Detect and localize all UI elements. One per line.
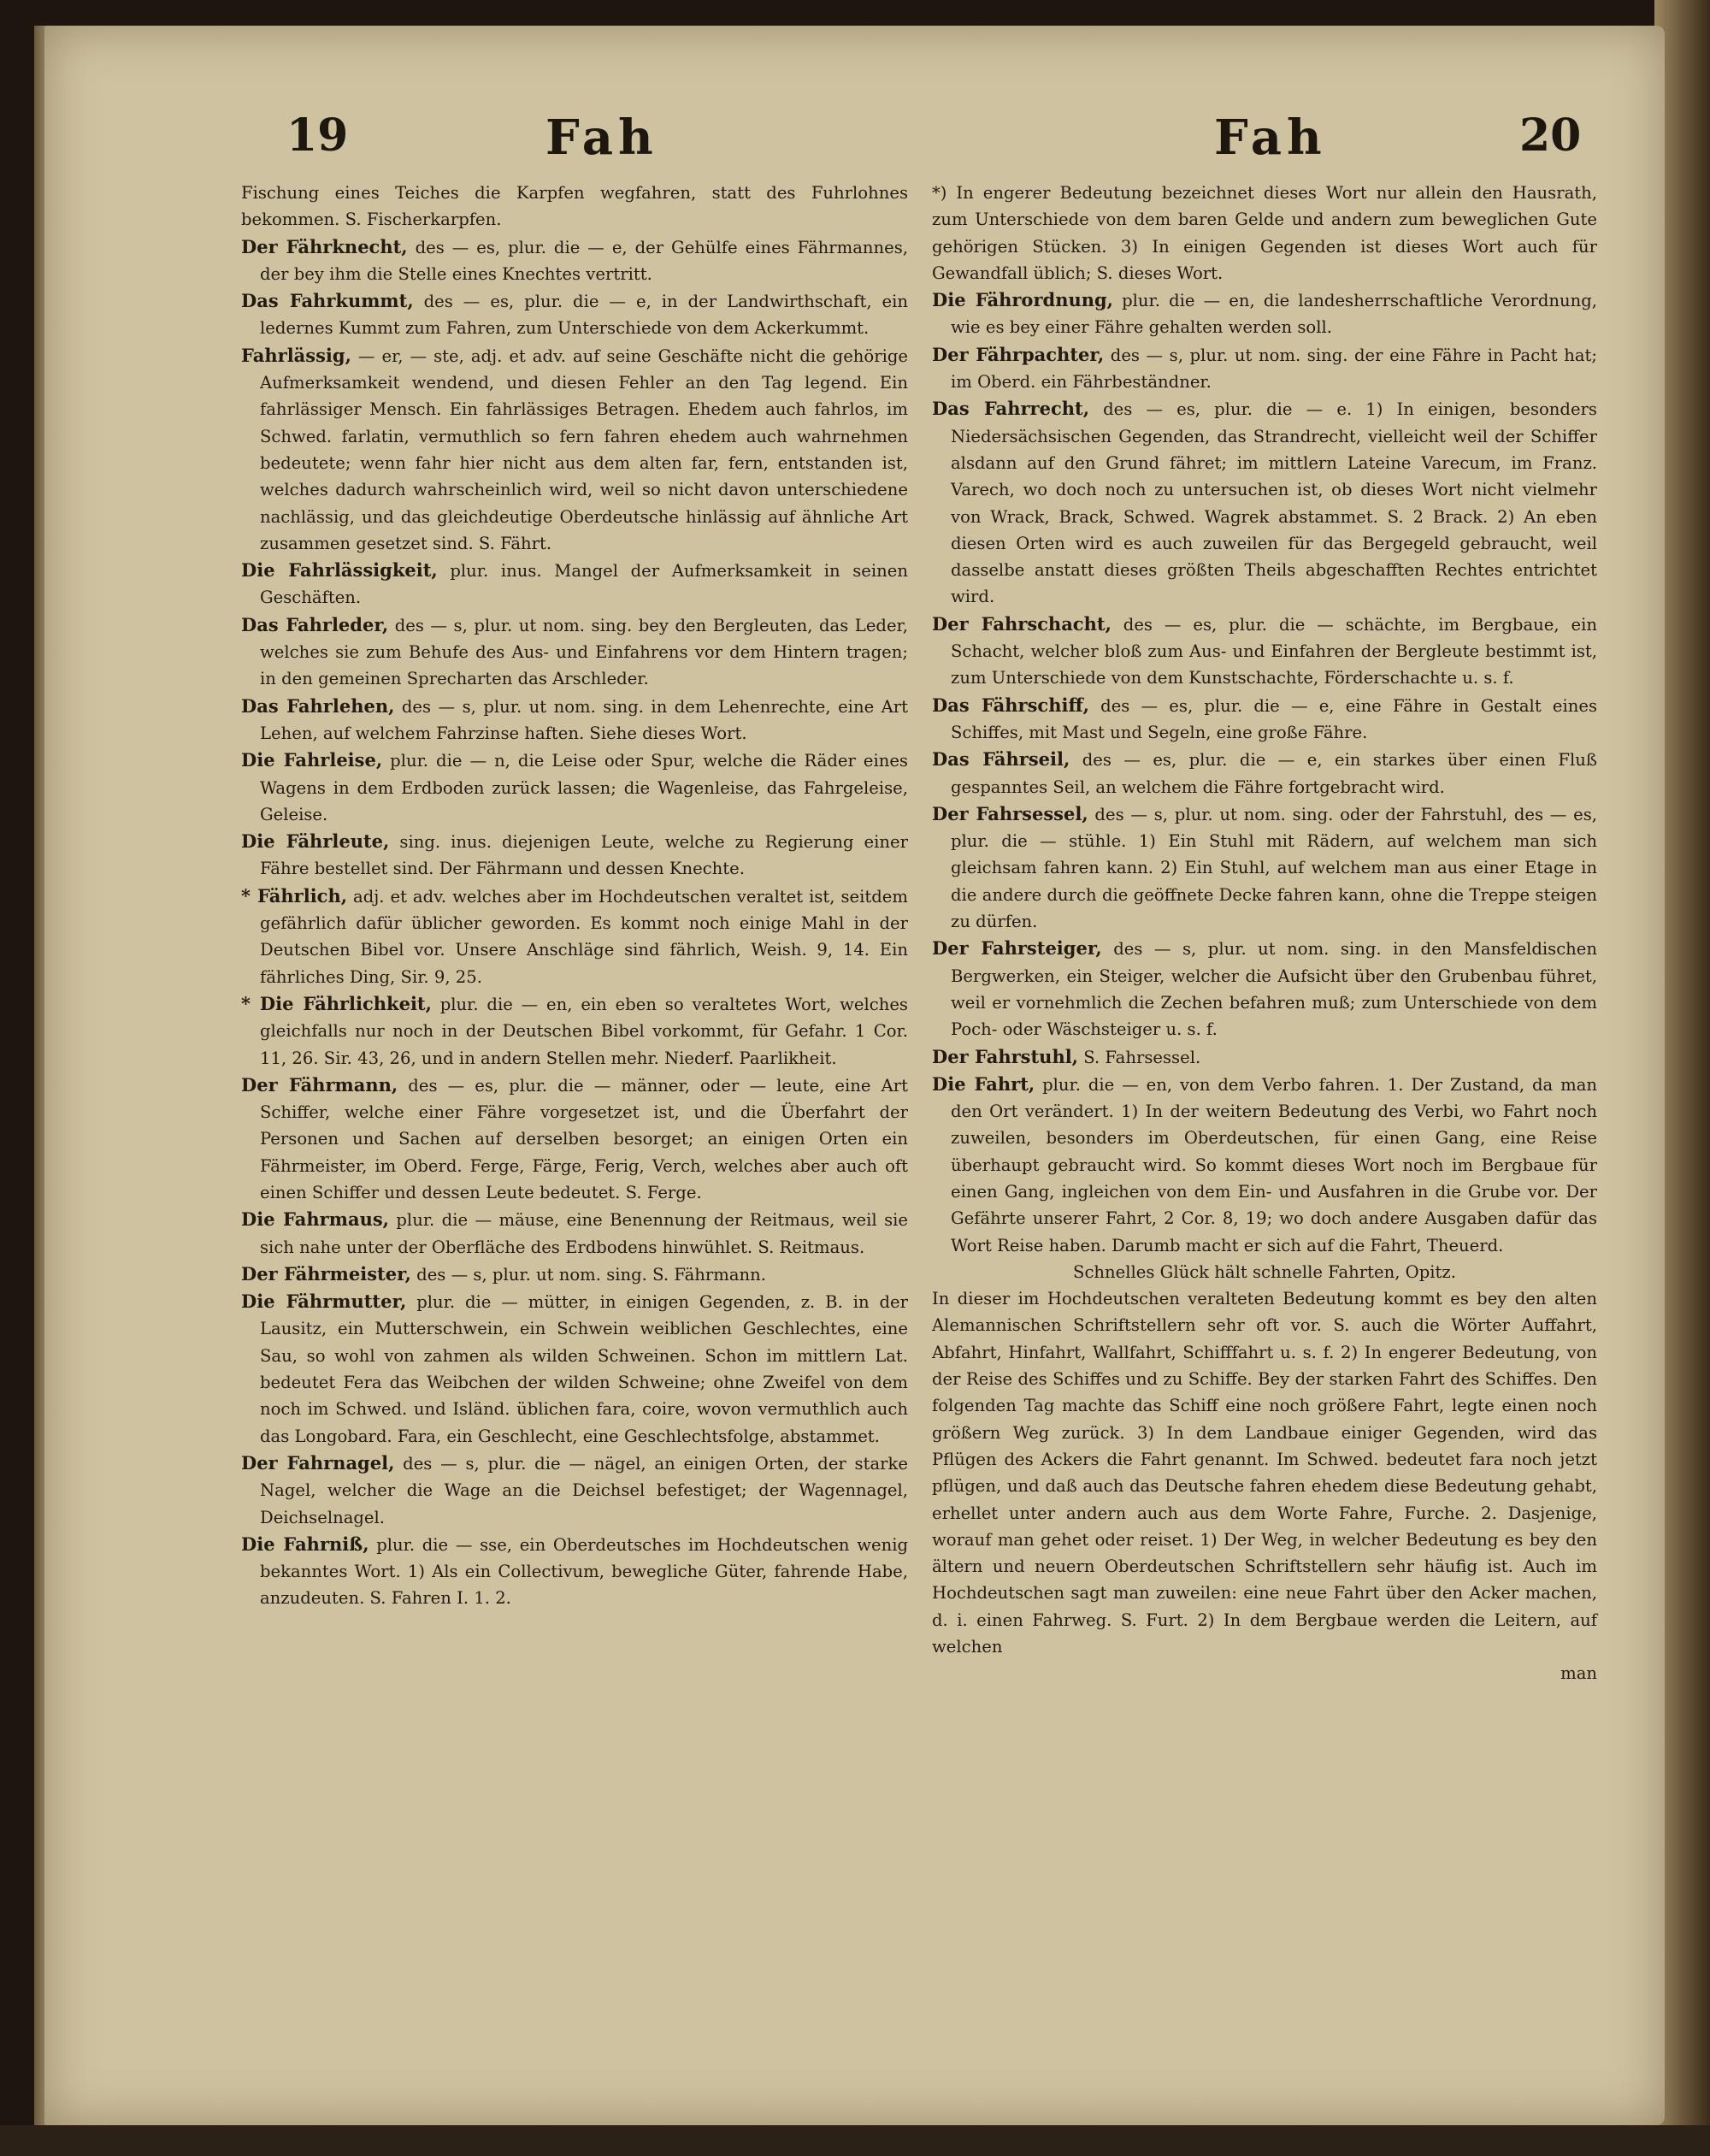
entry-headword: Die Fährmutter, bbox=[241, 1291, 407, 1313]
dictionary-entry bbox=[241, 883, 908, 990]
entry-headword: Die Fahrmaus, bbox=[241, 1208, 389, 1231]
entry-text: des — s, plur. ut nom. sing. S. Fährmann. bbox=[410, 1264, 766, 1285]
entry-text: plur. die — en, von dem Verbo fahren. 1. Der Zustand, da man den Ort verändert. 1) In der weitern Bedeutung des Verbi, wo Fahrt noch zuweilen, besonders im Oberdeutschen, für einen Gang, eine Reise überhaupt gebraucht wird. So kommt dieses Wort noch im Bergbaue für einen Gang, ingleichen von dem Ein- und Ausfahren in die Grube vor. Der Gefährte unserer Fahrt, 2 Cor. 8, 19; wo doch andere Ausgaben dafür das Wort Reise haben. Darumb macht er sich auf die Fahrt, Theuerd. bbox=[951, 1074, 1597, 1255]
entry-text: des — es, plur. die — männer, oder — leute, eine Art Schiffer, welche einer Fähre vorgesetzet ist, und die Überfahrt der Personen und Sachen auf derselben besorget; an einigen Orten ein Fährmeister, im Oberd. Ferge, Färge, Ferig, Verch, welches aber auch oft einen Schiffer und dessen Leute bedeutet. S. Ferge. bbox=[260, 1075, 908, 1202]
dictionary-entry bbox=[241, 180, 908, 233]
entry-headword: * Die Fährlichkeit, bbox=[241, 992, 432, 1014]
entry-text: des — es, plur. die — e, in der Landwirthschaft, ein ledernes Kummt zum Fahren, zum Unterschiede von dem Ackerkummt. bbox=[260, 292, 908, 339]
dictionary-entry bbox=[241, 990, 908, 1072]
entry-text: S. Fahrsessel. bbox=[1078, 1047, 1201, 1067]
entry-headword: Das Fahrrecht, bbox=[932, 398, 1090, 420]
entry-headword: Die Fahrniß, bbox=[241, 1533, 369, 1555]
entry-headword: Der Fährknecht, bbox=[241, 235, 408, 257]
dictionary-entry bbox=[241, 693, 908, 747]
dictionary-entry bbox=[932, 800, 1597, 935]
entry-headword: Die Fährordnung, bbox=[932, 289, 1113, 311]
entry-headword: Das Fahrlehen, bbox=[241, 694, 395, 717]
entry-headword: Die Fahrleise, bbox=[241, 749, 383, 771]
entry-headword: Das Fahrkummt, bbox=[241, 290, 414, 312]
entry-text: des — es, plur. die — e, der Gehülfe eines Fährmannes, der bey ihm die Stelle eines Knechtes vertritt. bbox=[260, 237, 908, 284]
dictionary-entry bbox=[932, 935, 1597, 1043]
entry-headword: Der Fährpachter, bbox=[932, 343, 1105, 365]
entry-text: des — es, plur. die — e, ein starkes über einen Fluß gespanntes Seil, an welchem die Fähre fortgebracht wird. bbox=[951, 750, 1598, 797]
entry-text: des — s, plur. ut nom. sing. bey den Bergleuten, das Leder, welches sie zum Behufe des Aus- und Einfahrens vor dem Hintern tragen; in den gemeinen Sprecharten das Arschleder. bbox=[260, 615, 908, 689]
entry-text: des — es, plur. die — e. 1) In einigen, besonders Niedersächsischen Gegenden, das Strandrecht, vielleicht weil der Schiffer alsdann auf den Grund fähret; im mittlern Lateine Varecum, im Franz. Varech, wo doch noch zu untersuchen ist, ob dieses Wort nicht vielmehr von Wrack, Brack, Schwed. Wagrek abstammet. S. 2 Brack. 2) An eben diesen Orten wird es auch zuweilen für das Bergegeld gebraucht, weil dasselbe anstatt dieses größten Theils abgeschafften Rechtes entrichtet wird. bbox=[951, 399, 1597, 607]
dictionary-entry bbox=[932, 611, 1597, 692]
entry-headword: Das Fahrleder, bbox=[241, 613, 389, 635]
right-column bbox=[932, 180, 1597, 1687]
dictionary-entry bbox=[932, 341, 1597, 396]
dictionary-entry bbox=[241, 1261, 908, 1288]
dictionary-entry bbox=[241, 1072, 908, 1206]
dictionary-entry bbox=[932, 395, 1597, 610]
entry-headword: Das Fährschiff, bbox=[932, 694, 1089, 716]
dictionary-entry bbox=[241, 342, 908, 557]
dictionary-entry bbox=[241, 1206, 908, 1261]
entry-headword: Das Fährseil, bbox=[932, 748, 1070, 771]
entry-text: des — es, plur. die — e, eine Fähre in Gestalt eines Schiffes, mit Mast und Segeln, eine große Fähre. bbox=[951, 695, 1597, 742]
entry-text: des — s, plur. ut nom. sing. oder der Fahrstuhl, des — es, plur. die — stühle. 1) Ein Stuhl mit Rädern, auf welchem man sich gleichsam fahren kann. 2) Ein Stuhl, auf welchem man aus einer Etage in die andere durch die geöffnete Decke fahren kann, ohne die Treppe steigen zu dürfen. bbox=[951, 804, 1598, 932]
entry-text: plur. die — mütter, in einigen Gegenden, z. B. in der Lausitz, ein Mutterschwein, ein Schwein weiblichen Geschlechtes, eine Sau, so wohl von zahmen als wilden Schweinen. Schon im mittlern Lat. bedeutet Fera das Weibchen der wilden Schweine; ohne Zweifel von dem noch im Schwed. und Isländ. üblichen fara, coire, wovon vermuthlich auch das Longobard. Fara, ein Geschlecht, eine Geschlechtsfolge, abstammet. bbox=[260, 1292, 908, 1446]
entry-headword: Der Fährmann, bbox=[241, 1073, 398, 1096]
right-running-headword: Fah bbox=[1214, 109, 1327, 166]
entry-headword: Die Fährleute, bbox=[241, 830, 390, 853]
entry-text: plur. die — sse, ein Oberdeutsches im Hochdeutschen wenig bekanntes Wort. 1) Als ein Collectivum, bewegliche Güter, fahrende Habe, anzudeuten. S. Fahren I. 1. 2. bbox=[260, 1534, 909, 1609]
entry-text: plur. die — en, die landesherrschaftliche Verordnung, wie es bey einer Fähre gehalten werden soll. bbox=[951, 291, 1597, 338]
dictionary-entry bbox=[932, 1043, 1597, 1071]
entry-headword: Die Fahrlässigkeit, bbox=[241, 559, 438, 582]
entry-text: plur. die — n, die Leise oder Spur, welche die Räder eines Wagens in dem Erdboden zurück lassen; die Wagenleise, das Fahrgeleise, Geleise. bbox=[260, 751, 908, 824]
entry-headword: Der Fahrschacht, bbox=[932, 612, 1112, 635]
dictionary-entry bbox=[241, 557, 908, 611]
dictionary-entry bbox=[241, 233, 908, 288]
entry-headword: Der Fahrnagel, bbox=[241, 1451, 395, 1474]
entry-text: des — s, plur. ut nom. sing. der eine Fähre in Pacht hat; im Oberd. ein Fährbeständner. bbox=[951, 345, 1598, 393]
entry-text: des — es, plur. die — schächte, im Bergbaue, ein Schacht, welcher bloß zum Aus- und Einfahren der Bergleute bestimmt ist, zum Unterschiede von dem Kunstschachte, Förderschachte u. s. f. bbox=[951, 614, 1597, 688]
dictionary-entry bbox=[241, 828, 908, 883]
left-column bbox=[241, 180, 908, 1612]
entry-headword: Fahrlässig, bbox=[241, 344, 351, 366]
entry-headword: Der Fahrsessel, bbox=[932, 802, 1088, 824]
dictionary-entry bbox=[241, 1531, 908, 1612]
entry-text: plur. die — mäuse, eine Benennung der Reitmaus, weil sie sich nahe unter der Oberfläche des Erdbodens hinwühlet. S. Reitmaus. bbox=[260, 1210, 908, 1257]
dictionary-entry bbox=[241, 611, 908, 693]
entry-text: plur. die — en, ein eben so veraltetes Wort, welches gleichfalls nur noch in der Deutschen Bibel vorkommt, für Gefahr. 1 Cor. 11, 26. Sir. 43, 26, und in andern Stellen mehr. Niederf. Paarlikheit. bbox=[260, 994, 908, 1068]
right-page-number: 20 bbox=[1519, 109, 1582, 162]
dictionary-entry bbox=[932, 692, 1597, 747]
entry-headword: * Fährlich, bbox=[241, 884, 348, 907]
entry-text: plur. inus. Mangel der Aufmerksamkeit in seinen Geschäften. bbox=[260, 561, 908, 608]
dictionary-entry bbox=[241, 747, 908, 828]
entry-headword: Die Fahrt, bbox=[932, 1072, 1035, 1095]
dictionary-entry bbox=[241, 1288, 908, 1450]
dictionary-entry bbox=[241, 1450, 908, 1531]
entry-headword: Der Fahrstuhl, bbox=[932, 1045, 1078, 1067]
bottom-shadow bbox=[0, 2125, 1710, 2156]
left-page-number: 19 bbox=[286, 109, 349, 162]
entry-text: *) In engerer Bedeutung bezeichnet dieses Wort nur allein den Hausrath, zum Unterschiede von dem baren Gelde und andern zum beweglichen Gute gehörigen Stücken. 3) In einigen Gegenden ist dieses Wort auch für Gewandfall üblich; S. dieses Wort. bbox=[932, 183, 1597, 283]
dictionary-entry bbox=[241, 287, 908, 342]
entry-text: adj. et adv. welches aber im Hochdeutschen veraltet ist, seitdem gefährlich dafür üblicher geworden. Es kommt noch einige Mahl in der Deutschen Bibel vor. Unsere Anschläge sind fährlich, Weish. 9, 14. Ein fährliches Ding, Sir. 9, 25. bbox=[260, 886, 908, 987]
dictionary-entry bbox=[932, 180, 1597, 286]
entry-text: sing. inus. diejenigen Leute, welche zu Regierung einer Fähre bestellet sind. Der Fährmann und dessen Knechte. bbox=[260, 832, 908, 879]
entry-text: des — s, plur. ut nom. sing. in dem Lehenrechte, eine Art Lehen, auf welchem Fahrzinse haften. Siehe dieses Wort. bbox=[260, 696, 909, 743]
right-entries bbox=[932, 180, 1597, 1259]
entry-headword: Der Fährmeister, bbox=[241, 1262, 411, 1285]
dictionary-entry bbox=[932, 1071, 1597, 1259]
dictionary-entry bbox=[932, 746, 1597, 800]
entry-text: — er, — ste, adj. et adv. auf seine Geschäfte nicht die gehörige Aufmerksamkeit wendend, und diesen Fehler an den Tag legend. Ein fahrlässiger Mensch. Ein fahrlässiges Betragen. Ehedem auch fahrlos, im Schwed. farlatin, vermuthlich so fern fahren ehedem auch wahrnehmen bedeutete; wenn fahr hier nicht aus dem alten far, fern, entstanden ist, welches dadurch wahrscheinlich wird, weil so nicht davon unterschiedene nachlässig, und das gleichdeutige Oberdeutsche hinlässig auf ähnliche Art zusammen gesetzet sind. S. Fährt. bbox=[260, 346, 908, 553]
entry-text: des — s, plur. ut nom. sing. in den Mansfeldischen Bergwerken, ein Steiger, welcher die Aufsicht über den Grubenbau führet, weil er vornehmlich die Zechen befahren muß; zum Unterschiede von dem Poch- oder Wäschsteiger u. s. f. bbox=[951, 939, 1597, 1040]
entry-continuation: In dieser im Hochdeutschen veralteten Bedeutung kommt es bey den alten Alemannischen Schriftstellern sehr oft vor. S. auch die Wörter Auffahrt, Abfahrt, Hinfahrt, Wallfahrt, Schifffahrt u. s. f. 2) In engerer Bedeutung, von der Reise des Schiffes und zu Schiffe. Bey der starken Fahrt des Schiffes. Den folgenden Tag machte das Schiff eine noch größere Fahrt, legte einen noch größern Weg zurück. 3) In dem Landbaue einiger Gegenden, wird das Pflügen des Ackers die Fahrt genannt. Im Schwed. bedeutet fara noch jetzt pflügen, und daß auch das Deutsche fahren ehedem diese Bedeutung gehabt, erhellet unter andern auch aus dem Worte Fahre, Furche. 2. Dasjenige, worauf man gehet oder reiset. 1) Der Weg, in welcher Bedeutung es bey den ältern und neuern Oberdeutschen Schriftstellern sehr häufig ist. Auch im Hochdeutschen sagt man zuweilen: eine neue Fahrt über den Acker machen, d. i. einen Fahrweg. S. Furt. 2) In dem Bergbaue werden die Leitern, auf welchen bbox=[932, 1289, 1597, 1657]
entry-text: des — s, plur. die — nägel, an einigen Orten, der starke Nagel, welcher die Wage an die Deichsel befestiget; der Wagennagel, Deichselnagel. bbox=[260, 1453, 908, 1527]
quotation: Schnelles Glück hält schnelle Fahrten, Opitz. bbox=[1073, 1261, 1456, 1282]
catchword: man bbox=[1560, 1663, 1597, 1684]
entry-headword: Der Fahrsteiger, bbox=[932, 937, 1102, 960]
entry-text: Fischung eines Teiches die Karpfen wegfahren, statt des Fuhrlohnes bekommen. S. Fischerkarpfen. bbox=[241, 183, 908, 230]
dictionary-entry bbox=[932, 286, 1597, 341]
left-running-headword: Fah bbox=[545, 109, 658, 166]
